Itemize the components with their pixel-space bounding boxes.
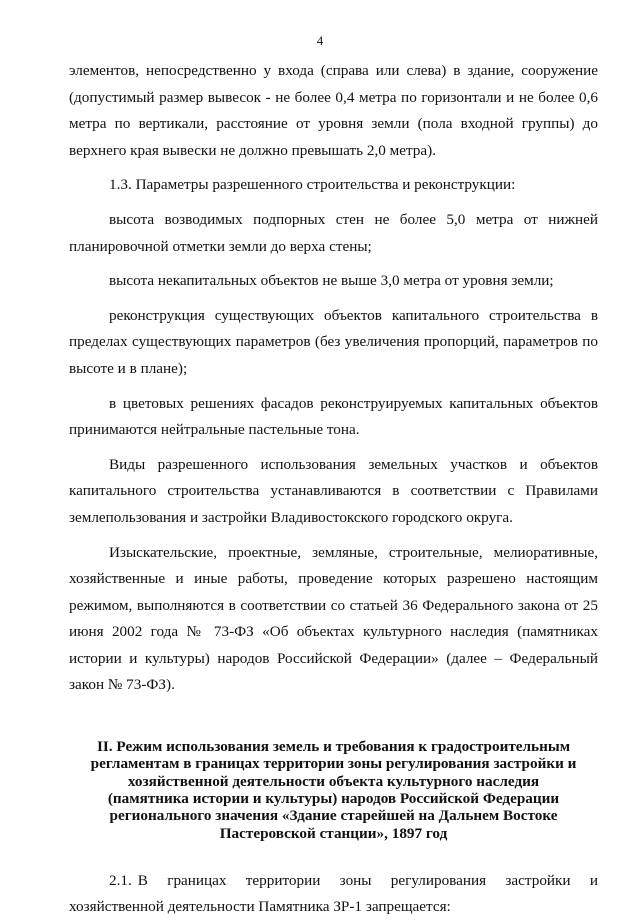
page-number: 4	[316, 33, 324, 48]
clause-text: В границах территории зоны регулирования застройки и хозяйственной деятельности Памятника ЗР-1 запрещается:	[69, 871, 598, 916]
paragraph-retaining-walls: высота возводимых подпорных стен не более 5,0 метра от нижней планировочной отметки земли до верха стены;	[69, 210, 598, 255]
paragraph-reconstruction: реконструкция существующих объектов капитального строительства в пределах существующих параметров (без увеличения пропорций, параметров по высоте и в плане);	[69, 306, 598, 377]
clause-number: 2.1.	[109, 871, 132, 889]
document-body	[69, 58, 598, 921]
section-heading: II. Режим использования земель и требования к градостроительным регламентам в границах территории зоны регулирования застройки и хозяйственной деятельности объекта культурного наследия (памятника истории и культуры) народов Российской Федерации регионального значения «Здание старейшей на Дальнем Востоке Пастеровской станции», 1897 год	[90, 738, 577, 842]
paragraph-construction-parameters: 1.3. Параметры разрешенного строительства и реконструкции:	[109, 176, 516, 194]
paragraph-works: Изыскательские, проектные, земляные, строительные, мелиоративные, хозяйственные и иные работы, проведение которых разрешено настоящим режимом, выполняются в соответствии со статьей 36 Федерального закона от 25 июня 2002 года № 73-ФЗ «Об объектах культурного наследия (памятниках истории и культуры) народов Российской Федерации» (далее – Федеральный закон № 73-ФЗ).	[69, 543, 598, 694]
paragraph-permitted-use: Виды разрешенного использования земельных участков и объектов капитального строительства устанавливаются в соответствии с Правилами землепользования и застройки Владивостокского городского округа.	[69, 455, 598, 526]
paragraph-signage-size: элементов, непосредственно у входа (справа или слева) в здание, сооружение (допустимый размер вывесок - не более 0,4 метра по горизонтали и не более 0,6 метра по вертикали, расстояние от уровня земли (пола входной группы) до верхнего края вывески не должно превышать 2,0 метра).	[69, 62, 598, 159]
paragraph-facade-colors: в цветовых решениях фасадов реконструируемых капитальных объектов принимаются нейтральные пастельные тона.	[69, 394, 598, 439]
clause-2-1	[69, 868, 598, 921]
paragraph-non-capital-objects: высота некапитальных объектов не выше 3,0 метра от уровня земли;	[109, 272, 554, 290]
